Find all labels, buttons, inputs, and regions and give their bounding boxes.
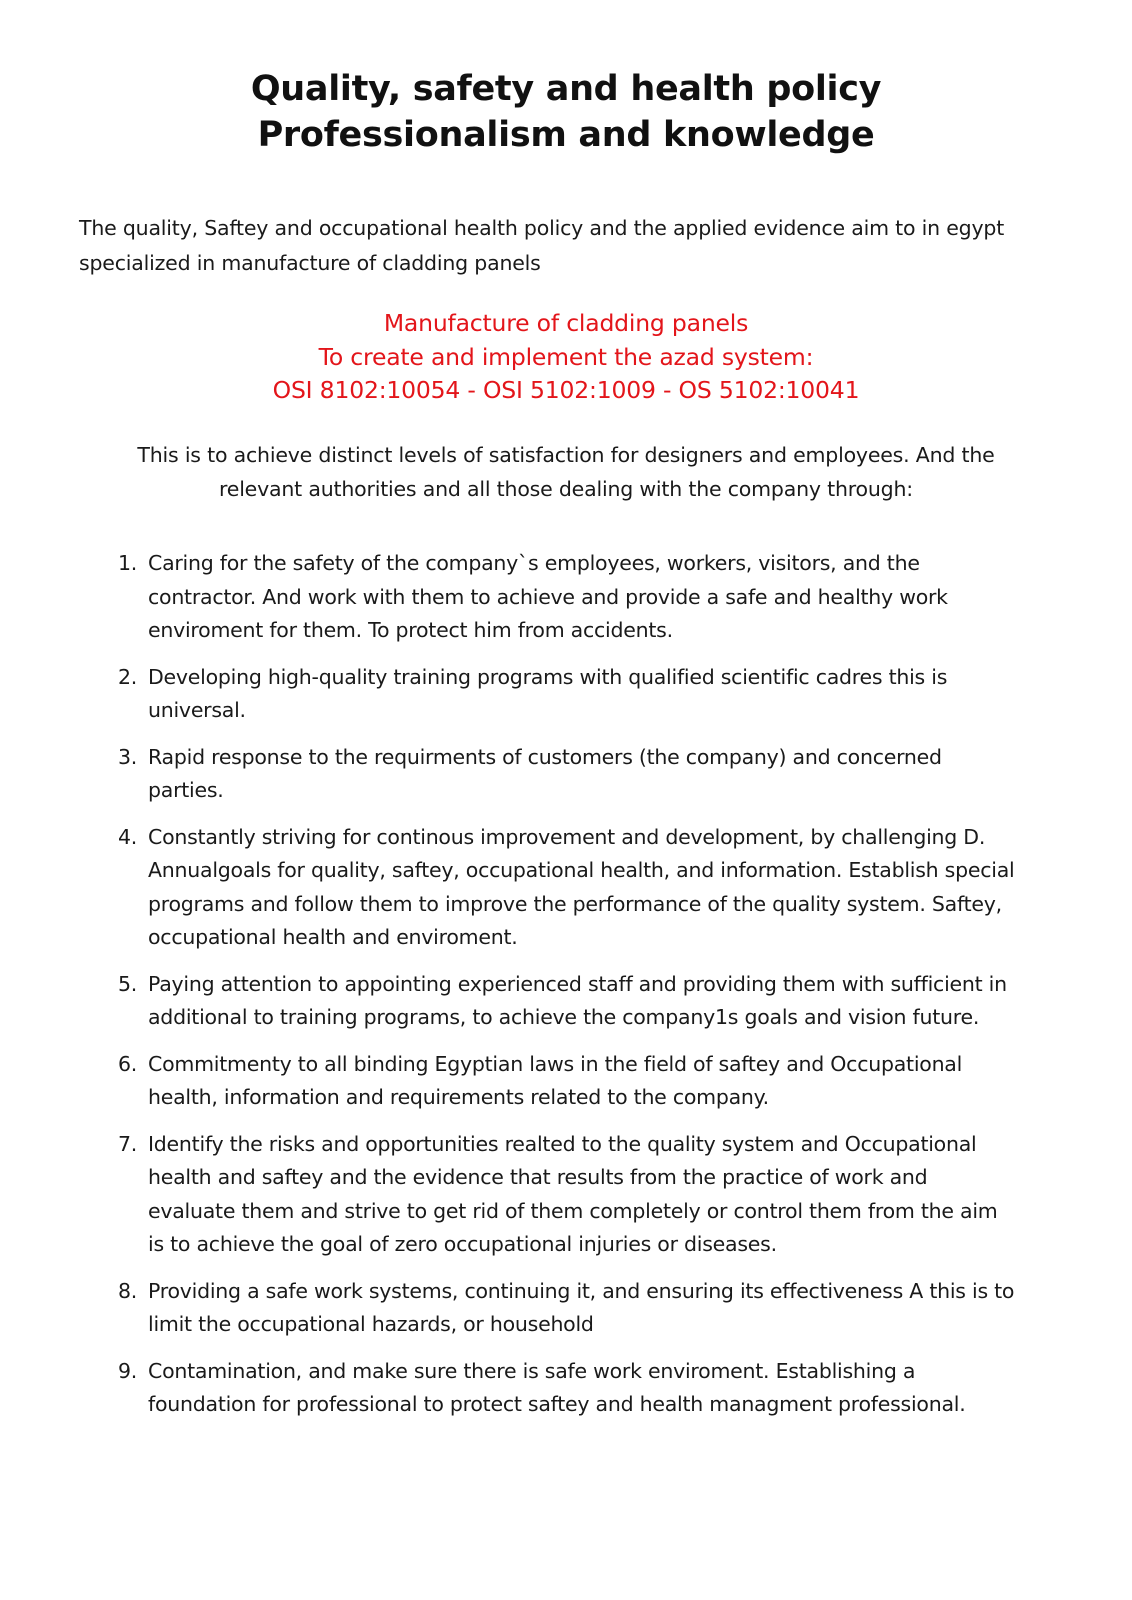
item-number: 2.: [118, 664, 138, 689]
highlight-line-2: To create and implement the azad system:: [318, 342, 814, 371]
item-text: Rapid response to the requirments of customers (the company) and concerned parties.: [148, 744, 942, 802]
policy-item: [118, 1355, 1018, 1422]
item-number: 8.: [118, 1278, 138, 1303]
title-line-1: Quality, safety and health policy: [250, 69, 882, 109]
intro-paragraph: The quality, Saftey and occupational health policy and the applied evidence aim to in egypt specialized in manufacture of cladding panels: [79, 216, 1005, 275]
item-number: 1.: [118, 551, 138, 575]
policy-item: [118, 821, 1018, 955]
policy-item: [118, 741, 1018, 808]
item-number: 6.: [118, 1051, 138, 1076]
policy-item: [118, 1048, 1018, 1115]
item-number: 7.: [118, 1131, 138, 1156]
item-text: Caring for the safety of the company`s employees, workers, visitors, and the contractor. And work with them to achieve and provide a safe and healthy work enviroment for them. To protect him from accidents.: [148, 551, 948, 642]
policy-item: [118, 968, 1018, 1035]
item-number: 3.: [118, 744, 138, 769]
item-text: Providing a safe work systems, continuing it, and ensuring its effectiveness A this is to limit the occupational hazards, or household: [148, 1278, 1015, 1336]
policy-item: [118, 661, 1018, 728]
item-number: 5.: [118, 971, 138, 996]
item-text: Developing high-quality training programs with qualified scientific cadres this is universal.: [148, 664, 948, 722]
item-text: Paying attention to appointing experienced staff and providing them with sufficient in additional to training programs, to achieve the company1s goals and vision future.: [148, 971, 1007, 1029]
title-line-2: Professionalism and knowledge: [257, 115, 875, 155]
item-number: 4.: [118, 824, 138, 849]
achieve-statement: This is to achieve distinct levels of satisfaction for designers and employees. And the relevant authorities and all those dealing with the company through:: [137, 443, 995, 501]
policy-item: [118, 1275, 1018, 1342]
item-text: Identify the risks and opportunities realted to the quality system and Occupational health and saftey and the evidence that results from the practice of work and evaluate them and strive to get rid of them completely or control them from the aim is to achieve the goal of zero occupational injuries or diseases.: [148, 1131, 998, 1256]
item-text: Commitmenty to all binding Egyptian laws in the field of saftey and Occupational health, information and requirements related to the company.: [148, 1051, 963, 1109]
item-number: 9.: [118, 1358, 138, 1383]
item-text: Contamination, and make sure there is safe work enviroment. Establishing a foundation for professional to protect saftey and health managment professional.: [148, 1358, 966, 1416]
policy-item: [118, 547, 1018, 648]
highlight-line-1: Manufacture of cladding panels: [383, 309, 749, 337]
highlight-block: [0, 307, 1132, 408]
item-text: Constantly striving for continous improvement and development, by challenging D. Annualgoals for quality, saftey, occupational health, and information. Establish special programs and follow them to improve the performance of the quality system. Saftey, occupational health and enviroment.: [148, 824, 1015, 949]
highlight-line-3: OSI 8102:10054 - OSI 5102:1009 - OS 5102:10041: [272, 376, 860, 404]
policy-list: [118, 547, 1018, 1435]
page-title: [0, 66, 1132, 158]
policy-item: [118, 1128, 1018, 1262]
